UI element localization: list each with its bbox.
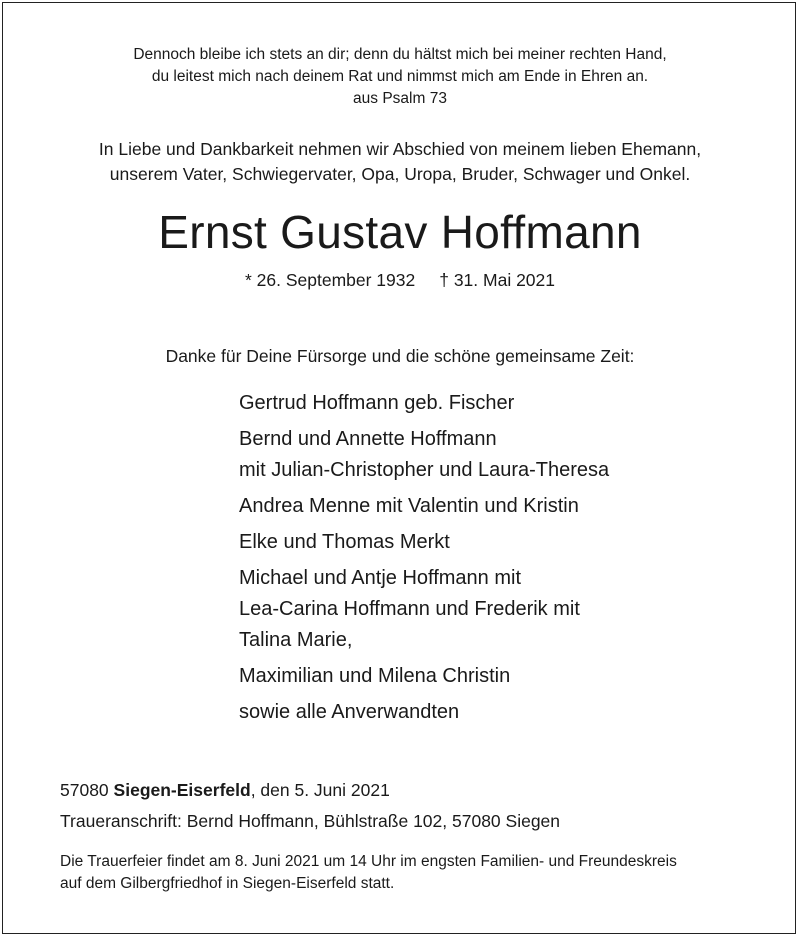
mourning-address: Traueranschrift: Bernd Hoffmann, Bühlstraße 102, 57080 Siegen	[60, 811, 561, 831]
intro-text	[0, 137, 800, 187]
mourner-line: Michael und Antje Hoffmann mit	[239, 567, 522, 589]
death-date: † 31. Mai 2021	[439, 270, 556, 290]
mourner-line: Talina Marie,	[239, 629, 353, 651]
deceased-name: Ernst Gustav Hoffmann	[158, 206, 642, 258]
life-dates	[0, 268, 800, 292]
mourner-entry	[239, 661, 779, 692]
mourners-list	[239, 388, 779, 733]
mourner-line: Bernd und Annette Hoffmann	[239, 428, 497, 450]
postcode: 57080	[60, 780, 109, 800]
mourner-entry	[239, 527, 779, 558]
mourner-line: Maximilian und Milena Christin	[239, 665, 511, 687]
mourner-entry	[239, 697, 779, 728]
mourner-entry	[239, 424, 779, 486]
mourner-line: mit Julian-Christopher und Laura-Theresa	[239, 459, 610, 481]
mourner-line: Lea-Carina Hoffmann und Frederik mit	[239, 598, 580, 620]
mourner-line: Elke und Thomas Merkt	[239, 531, 450, 553]
intro-line: In Liebe und Dankbarkeit nehmen wir Abschied von meinem lieben Ehemann,	[98, 139, 702, 159]
mourner-line: Andrea Menne mit Valentin und Kristin	[239, 495, 579, 517]
funeral-line: Die Trauerfeier findet am 8. Juni 2021 um 14 Uhr im engsten Familien- und Freundeskreis	[60, 853, 677, 870]
mourner-entry	[239, 563, 779, 656]
mourner-line: sowie alle Anverwandten	[239, 701, 460, 723]
funeral-info	[60, 851, 780, 895]
town: Siegen-Eiserfeld	[113, 780, 251, 800]
thanks-line: Danke für Deine Fürsorge und die schöne gemeinsame Zeit:	[165, 346, 635, 366]
psalm-line: Dennoch bleibe ich stets an dir; denn du hältst mich bei meiner rechten Hand,	[133, 46, 667, 63]
mourner-entry	[239, 491, 779, 522]
mourner-entry	[239, 388, 779, 419]
intro-line: unserem Vater, Schwiegervater, Opa, Uropa, Bruder, Schwager und Onkel.	[109, 164, 691, 184]
mourner-line: Gertrud Hoffmann geb. Fischer	[239, 392, 515, 414]
psalm-source: aus Psalm 73	[353, 90, 447, 107]
notice-date: , den 5. Juni 2021	[250, 780, 390, 800]
place-date-line	[60, 778, 760, 802]
psalm-quote	[0, 44, 800, 110]
birth-date: * 26. September 1932	[244, 270, 416, 290]
psalm-line: du leitest mich nach deinem Rat und nimmst mich am Ende in Ehren an.	[151, 68, 649, 85]
funeral-line: auf dem Gilbergfriedhof in Siegen-Eiserfeld statt.	[60, 875, 395, 892]
